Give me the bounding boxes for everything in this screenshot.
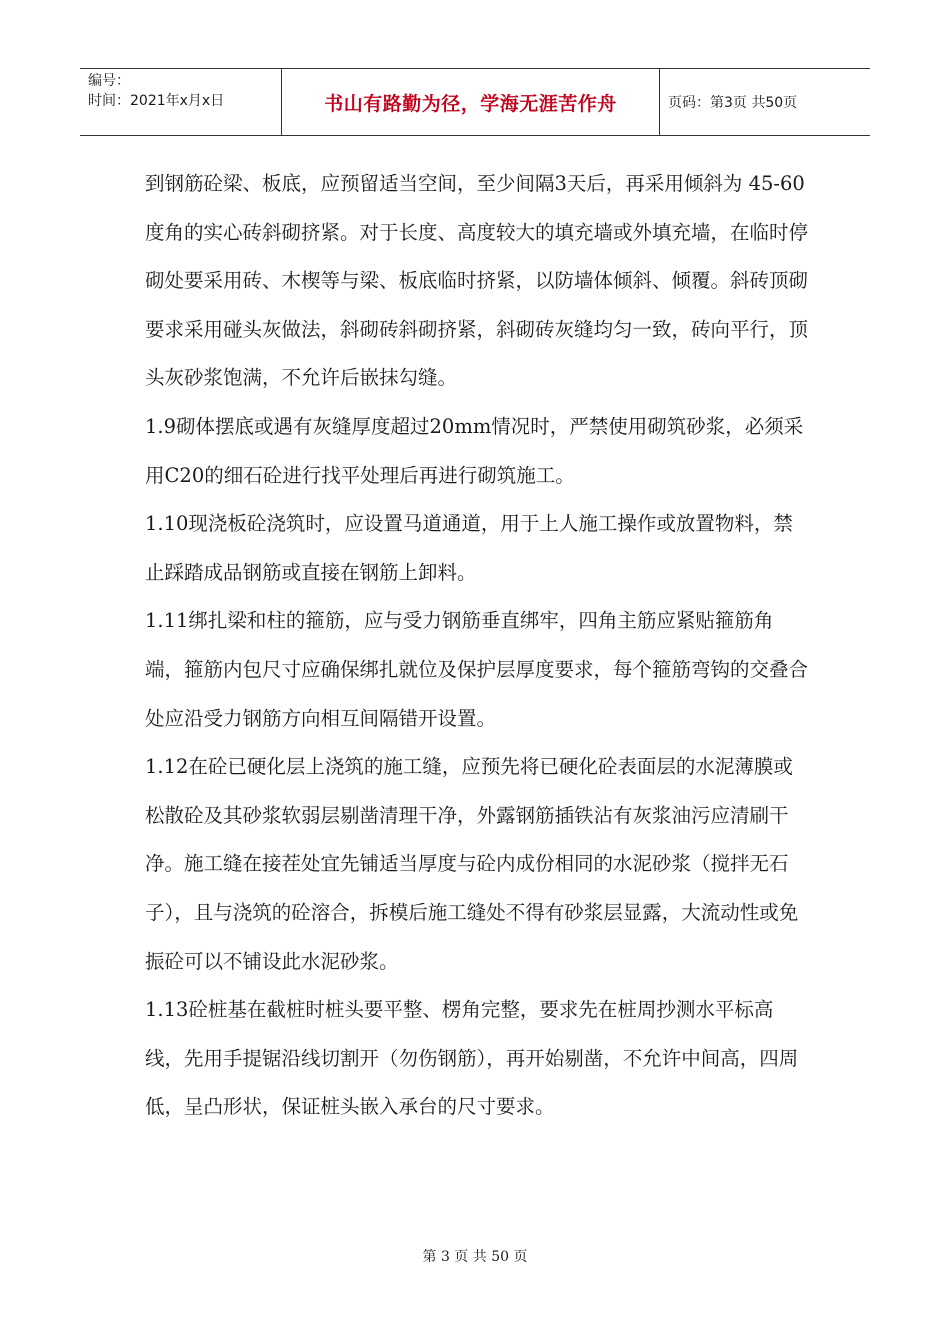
header-meta <box>80 69 282 135</box>
header-motto: 书山有路勤为径，学海无涯苦作舟 <box>282 69 660 135</box>
page-header <box>80 68 870 136</box>
document-body <box>145 160 815 1132</box>
body-paragraph-2: 1.9砌体摆底或遇有灰缝厚度超过20mm情况时，严禁使用砌筑砂浆，必须采用C20的细石砼进行找平处理后再进行砌筑施工。 <box>145 414 804 487</box>
page-footer: 第 3 页 共 50 页 <box>422 1249 528 1265</box>
body-paragraph-6: 1.13砼桩基在截桩时桩头要平整、楞角完整，要求先在桩周抄测水平标高线，先用手提锯沿线切割开（勿伤钢筋），再开始剔凿，不允许中间高，四周低，呈凸形状，保证桩头嵌入承台的尺寸要求。 <box>145 998 799 1119</box>
document-number-label: 编号： <box>88 73 130 89</box>
body-paragraph-5: 1.12在砼已硬化层上浇筑的施工缝，应预先将已硬化砼表面层的水泥薄膜或松散砼及其砂浆软弱层剔凿清理干净，外露钢筋插铁沾有灰浆油污应清刷干净。施工缝在接茬处宜先铺适当厚度与砼内成份相同的水泥砂浆（搅拌无石子），且与浇筑的砼溶合，拆模后施工缝处不得有砂浆层显露，大流动性或免振砼可以不铺设此水泥砂浆。 <box>145 755 799 973</box>
document-time-label: 时间：2021年x月x日 <box>88 93 225 109</box>
header-page-info: 页码：第3页 共50页 <box>668 95 798 111</box>
body-paragraph-3: 1.10现浇板砼浇筑时，应设置马道通道，用于上人施工操作或放置物料，禁止踩踏成品钢筋或直接在钢筋上卸料。 <box>145 512 793 584</box>
body-paragraph-4: 1.11绑扎梁和柱的箍筋，应与受力钢筋垂直绑牢，四角主筋应紧贴箍筋角端，箍筋内包尺寸应确保绑扎就位及保护层厚度要求，每个箍筋弯钩的交叠合处应沿受力钢筋方向相互间隔错开设置。 <box>145 609 809 730</box>
body-paragraph-1: 到钢筋砼梁、板底，应预留适当空间，至少间隔3天后，再采用倾斜为 45-60度角的实心砖斜砌挤紧。对于长度、高度较大的填充墙或外填充墙，在临时停砌处要采用砖、木楔等与梁、板底临时挤紧，以防墙体倾斜、倾覆。斜砖顶砌 要求采用碰头灰做法，斜砌砖斜砌挤紧，斜砌砖灰缝均匀一致，砖向平行，顶头灰砂浆饱满，不允许后嵌抹勾缝。 <box>145 172 815 390</box>
